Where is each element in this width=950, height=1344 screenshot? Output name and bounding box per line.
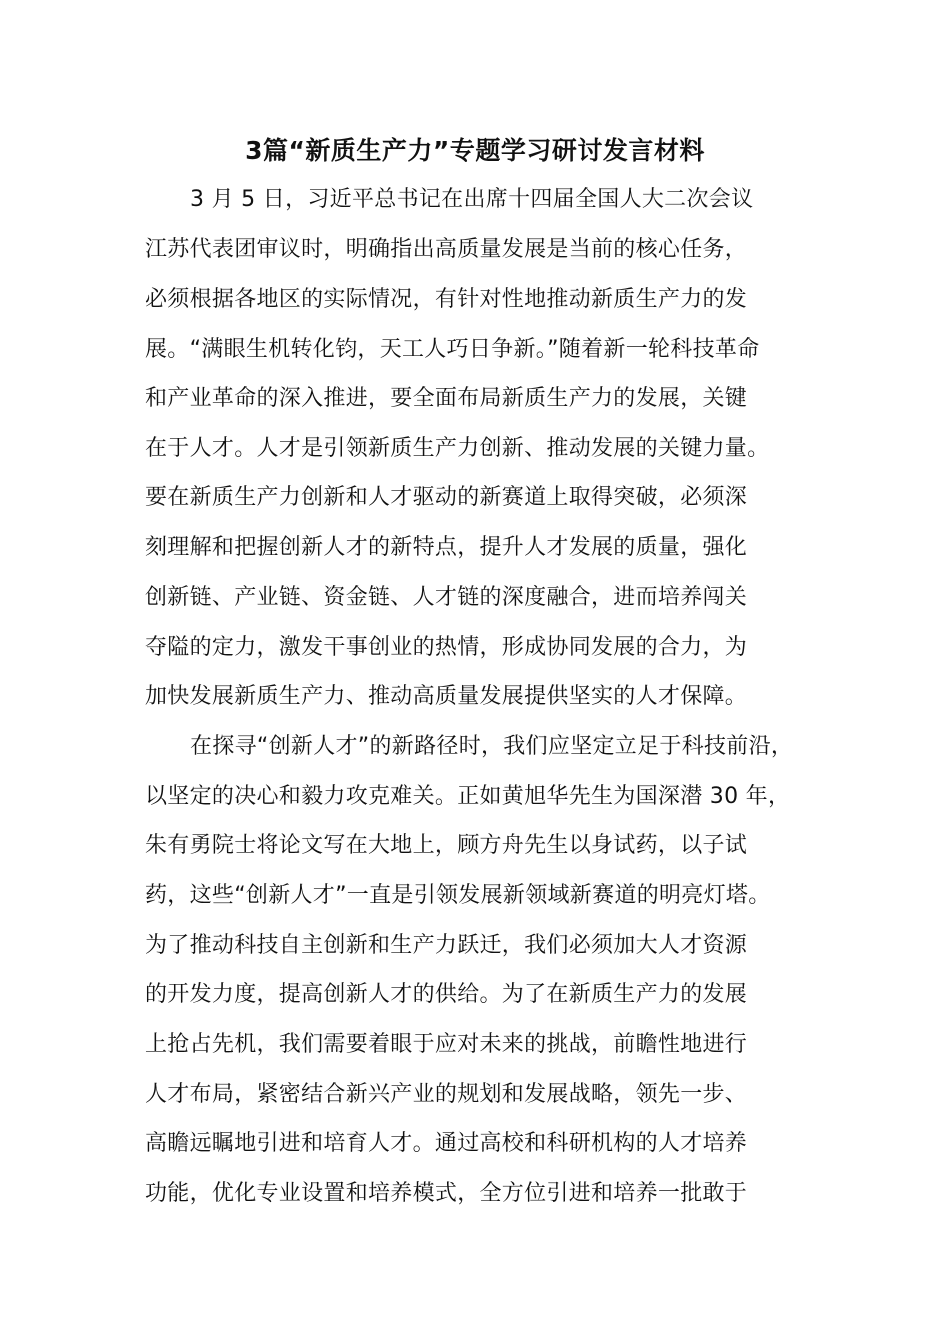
paragraph-1-line-4: 展。“满眼生机转化钧，天工人巧日争新。”随着新一轮科技革命 — [145, 337, 760, 362]
paragraph-1-line-7: 要在新质生产力创新和人才驱动的新赛道上取得突破，必须深 — [145, 485, 748, 510]
paragraph-1-line-9: 创新链、产业链、资金链、人才链的深度融合，进而培养闯关 — [145, 585, 748, 610]
paragraph-1-line-3: 必须根据各地区的实际情况，有针对性地推动新质生产力的发 — [145, 287, 748, 312]
paragraph-2-line-8: 人才布局，紧密结合新兴产业的规划和发展战略，领先一步、 — [145, 1082, 748, 1107]
paragraph-1-line-11: 加快发展新质生产力、推动高质量发展提供坚实的人才保障。 — [145, 684, 748, 709]
paragraph-2-line-10: 功能，优化专业设置和培养模式，全方位引进和培养一批敢于 — [145, 1181, 748, 1206]
paragraph-2-line-1: 在探寻“创新人才”的新路径时，我们应坚定立足于科技前沿， — [190, 734, 794, 759]
paragraph-2-line-9: 高瞻远瞩地引进和培育人才。通过高校和科研机构的人才培养 — [145, 1131, 748, 1156]
paragraph-1-line-5: 和产业革命的深入推进，要全面布局新质生产力的发展，关键 — [145, 386, 748, 411]
paragraph-1-line-10: 夺隘的定力，激发干事创业的热情，形成协同发展的合力，为 — [145, 635, 748, 660]
paragraph-2-line-6: 的开发力度，提高创新人才的供给。为了在新质生产力的发展 — [145, 982, 748, 1007]
paragraph-1-line-8: 刻理解和把握创新人才的新特点，提升人才发展的质量，强化 — [145, 535, 748, 560]
paragraph-2-line-4: 药，这些“创新人才”一直是引领发展新领域新赛道的明亮灯塔。 — [145, 883, 771, 908]
paragraph-1-line-1: 3 月 5 日，习近平总书记在出席十四届全国人大二次会议 — [190, 187, 754, 212]
document-title: 3篇“新质生产力”专题学习研讨发言材料 — [245, 136, 705, 165]
paragraph-2-line-7: 上抢占先机，我们需要着眼于应对未来的挑战，前瞻性地进行 — [145, 1032, 748, 1057]
paragraph-1-line-6: 在于人才。人才是引领新质生产力创新、推动发展的关键力量。 — [145, 436, 770, 461]
paragraph-2-line-2: 以坚定的决心和毅力攻克难关。正如黄旭华先生为国深潜 30 年， — [145, 784, 791, 809]
paragraph-2-line-5: 为了推动科技自主创新和生产力跃迁，我们必须加大人才资源 — [145, 933, 748, 958]
paragraph-2-line-3: 朱有勇院士将论文写在大地上，顾方舟先生以身试药，以子试 — [145, 833, 748, 858]
paragraph-1-line-2: 江苏代表团审议时，明确指出高质量发展是当前的核心任务， — [145, 237, 748, 262]
